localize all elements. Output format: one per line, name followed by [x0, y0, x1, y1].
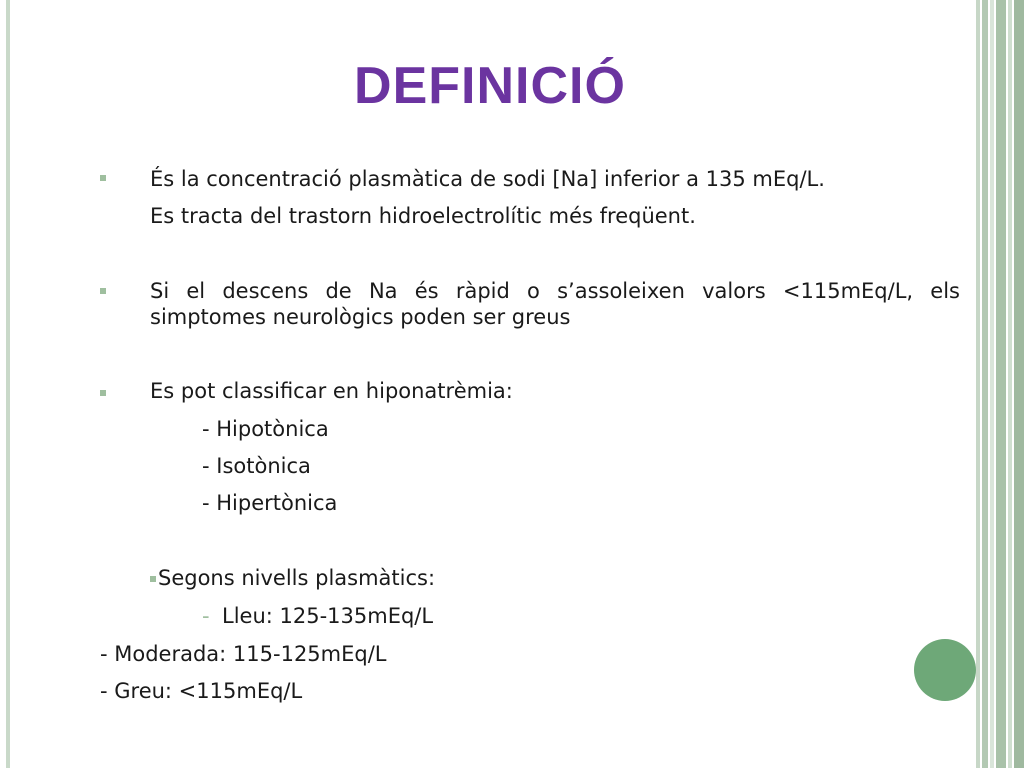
bullet-icon [100, 390, 106, 396]
list-item: Lleu: 125-135mEq/L [222, 604, 434, 628]
definition-line: És la concentració plasmàtica de sodi [Na] inferior a 135 mEq/L. [150, 167, 825, 191]
stripe [996, 0, 1006, 768]
slide-title: DEFINICIÓ [354, 57, 626, 115]
bullet-icon [100, 175, 106, 181]
dash-marker: - [202, 604, 210, 628]
stripe [1008, 0, 1012, 768]
list-item: - Moderada: 115-125mEq/L [100, 642, 387, 666]
list-item: - Hipertònica [202, 491, 338, 515]
levels-heading: Segons nivells plasmàtics: [158, 566, 436, 590]
list-item: - Isotònica [202, 454, 311, 478]
stripe [1014, 0, 1024, 768]
frequency-line: Es tracta del trastorn hidroelectrolític més freqüent. [150, 204, 696, 228]
bullet-icon [150, 576, 156, 582]
list-item: - Hipotònica [202, 417, 329, 441]
decorative-circle [914, 639, 976, 701]
stripe [982, 0, 988, 768]
classification-line: Es pot classificar en hiponatrèmia: [150, 379, 513, 403]
list-item: - Greu: <115mEq/L [100, 679, 303, 703]
right-border-stripes [976, 0, 1024, 768]
stripe [990, 0, 994, 768]
bullet-icon [100, 288, 106, 294]
symptoms-paragraph: Si el descens de Na és ràpid o s’assoleixen valors <115mEq/L, els simptomes neurològics poden ser greus [150, 279, 960, 329]
